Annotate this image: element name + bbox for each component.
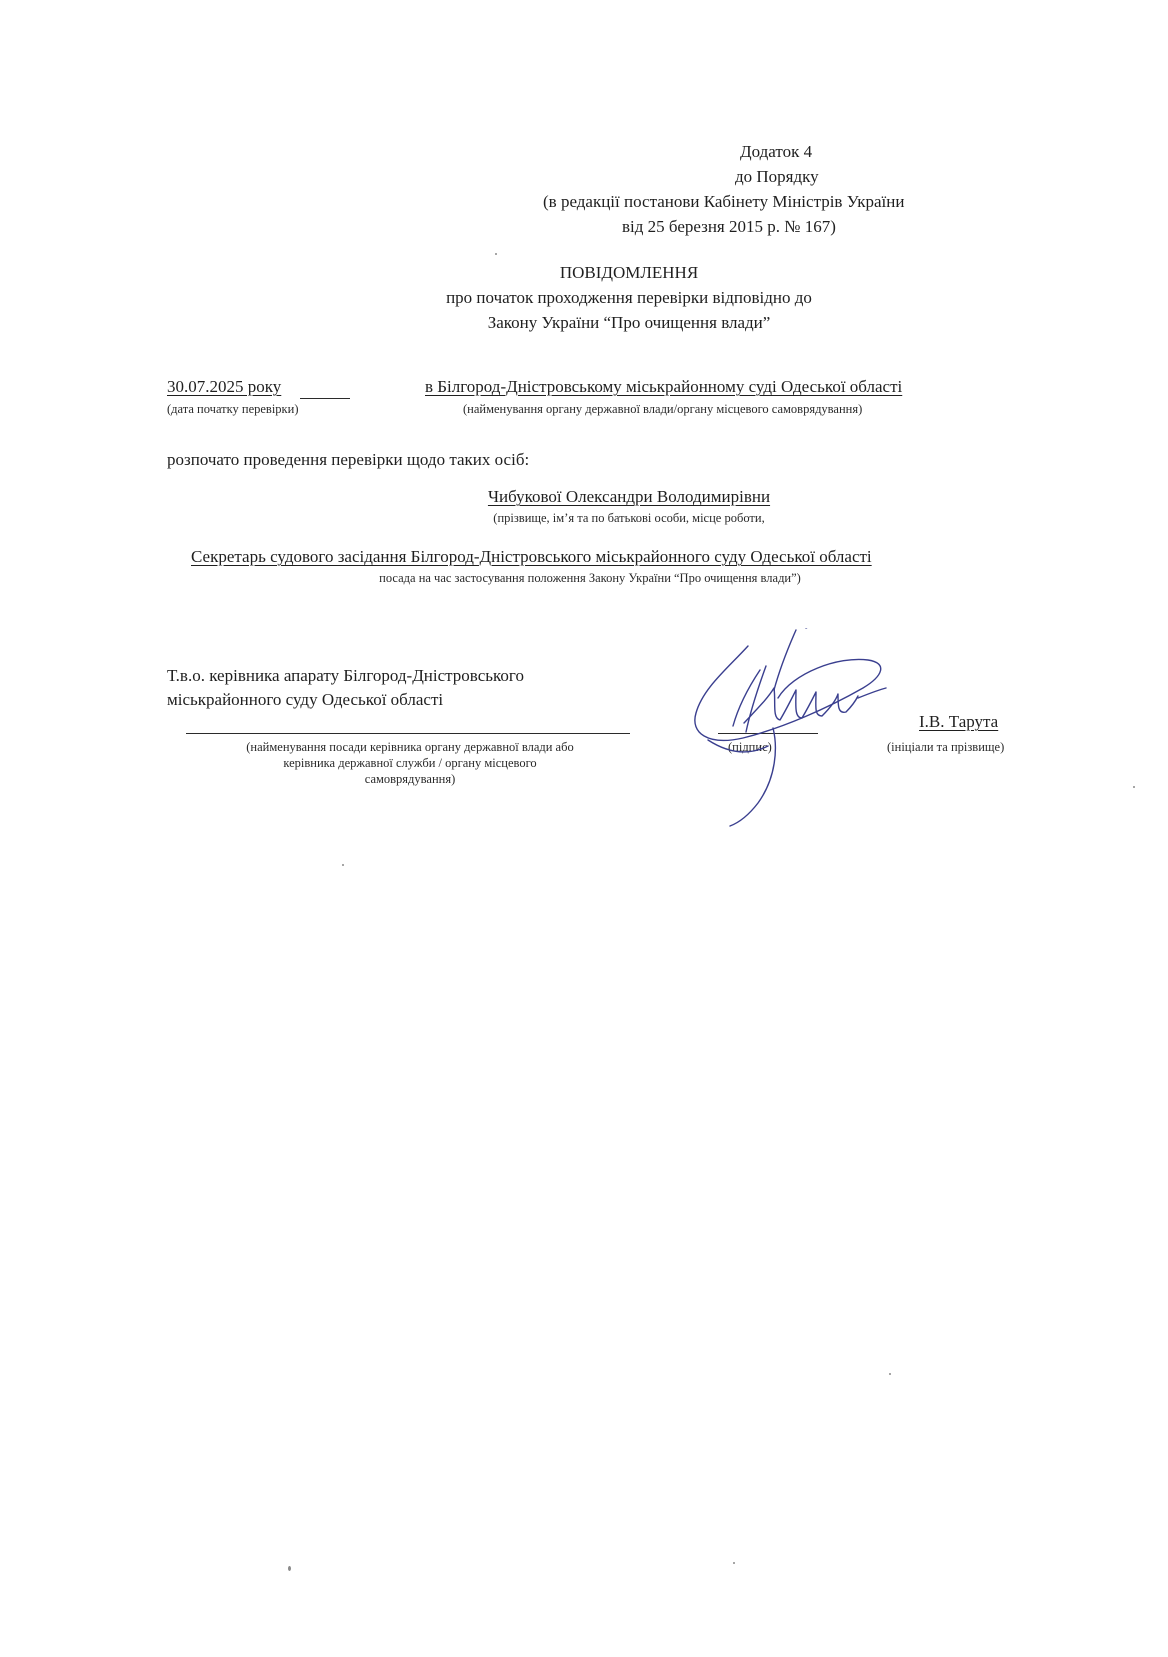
- signer-name-caption: (ініціали та прізвище): [887, 740, 1005, 754]
- scan-speck: [288, 1566, 291, 1571]
- title-subline-2: Закону України “Про очищення влади”: [487, 313, 771, 332]
- signer-position-line-1: Т.в.о. керівника апарату Білгород-Дністровського: [167, 666, 524, 685]
- signer-position-caption-2: керівника державної служби / органу місцевого: [283, 756, 537, 770]
- scan-speck: [1133, 786, 1135, 788]
- appendix-date: від 25 березня 2015 р. № 167): [622, 217, 836, 236]
- signature-caption: (підпис): [728, 740, 772, 754]
- check-intro: розпочато проведення перевірки щодо таких осіб:: [167, 450, 530, 469]
- signer-position-caption-1: (найменування посади керівника органу державної влади або: [246, 740, 574, 754]
- check-start-date-caption: (дата початку перевірки): [167, 402, 299, 416]
- document-title: ПОВІДОМЛЕННЯ: [559, 263, 699, 282]
- date-underline: [300, 398, 350, 399]
- scan-speck: [733, 1562, 735, 1564]
- check-start-date: 30.07.2025 року: [167, 377, 282, 396]
- title-subline-1: про початок проходження перевірки відповідно до: [446, 288, 812, 307]
- appendix-order: до Порядку: [735, 167, 819, 186]
- appendix-edition: (в редакції постанови Кабінету Міністрів України: [543, 192, 905, 211]
- scan-speck: [495, 253, 497, 255]
- scan-speck: [889, 1373, 891, 1375]
- scan-speck: [342, 864, 344, 866]
- person-position-caption: посада на час застосування положення Закону України “Про очищення влади”): [379, 571, 801, 585]
- person-name: Чибукової Олександри Володимирівни: [487, 487, 771, 506]
- signer-position-underline: [186, 733, 630, 734]
- person-position: Секретарь судового засідання Білгород-Дністровського міськрайонного суду Одеської області: [191, 547, 872, 566]
- authority-name-caption: (найменування органу державної влади/органу місцевого самоврядування): [463, 402, 863, 416]
- signer-position-line-2: міськрайонного суду Одеської області: [167, 690, 444, 709]
- signer-name: І.В. Тарута: [919, 712, 999, 731]
- signer-position-caption-3: самоврядування): [364, 772, 456, 786]
- authority-name: в Білгород-Дністровському міськрайонному суді Одеської області: [425, 377, 903, 396]
- appendix-number: Додаток 4: [740, 142, 813, 161]
- handwritten-signature: [688, 628, 918, 828]
- person-name-caption: (прізвище, ім’я та по батькові особи, місце роботи,: [493, 511, 765, 525]
